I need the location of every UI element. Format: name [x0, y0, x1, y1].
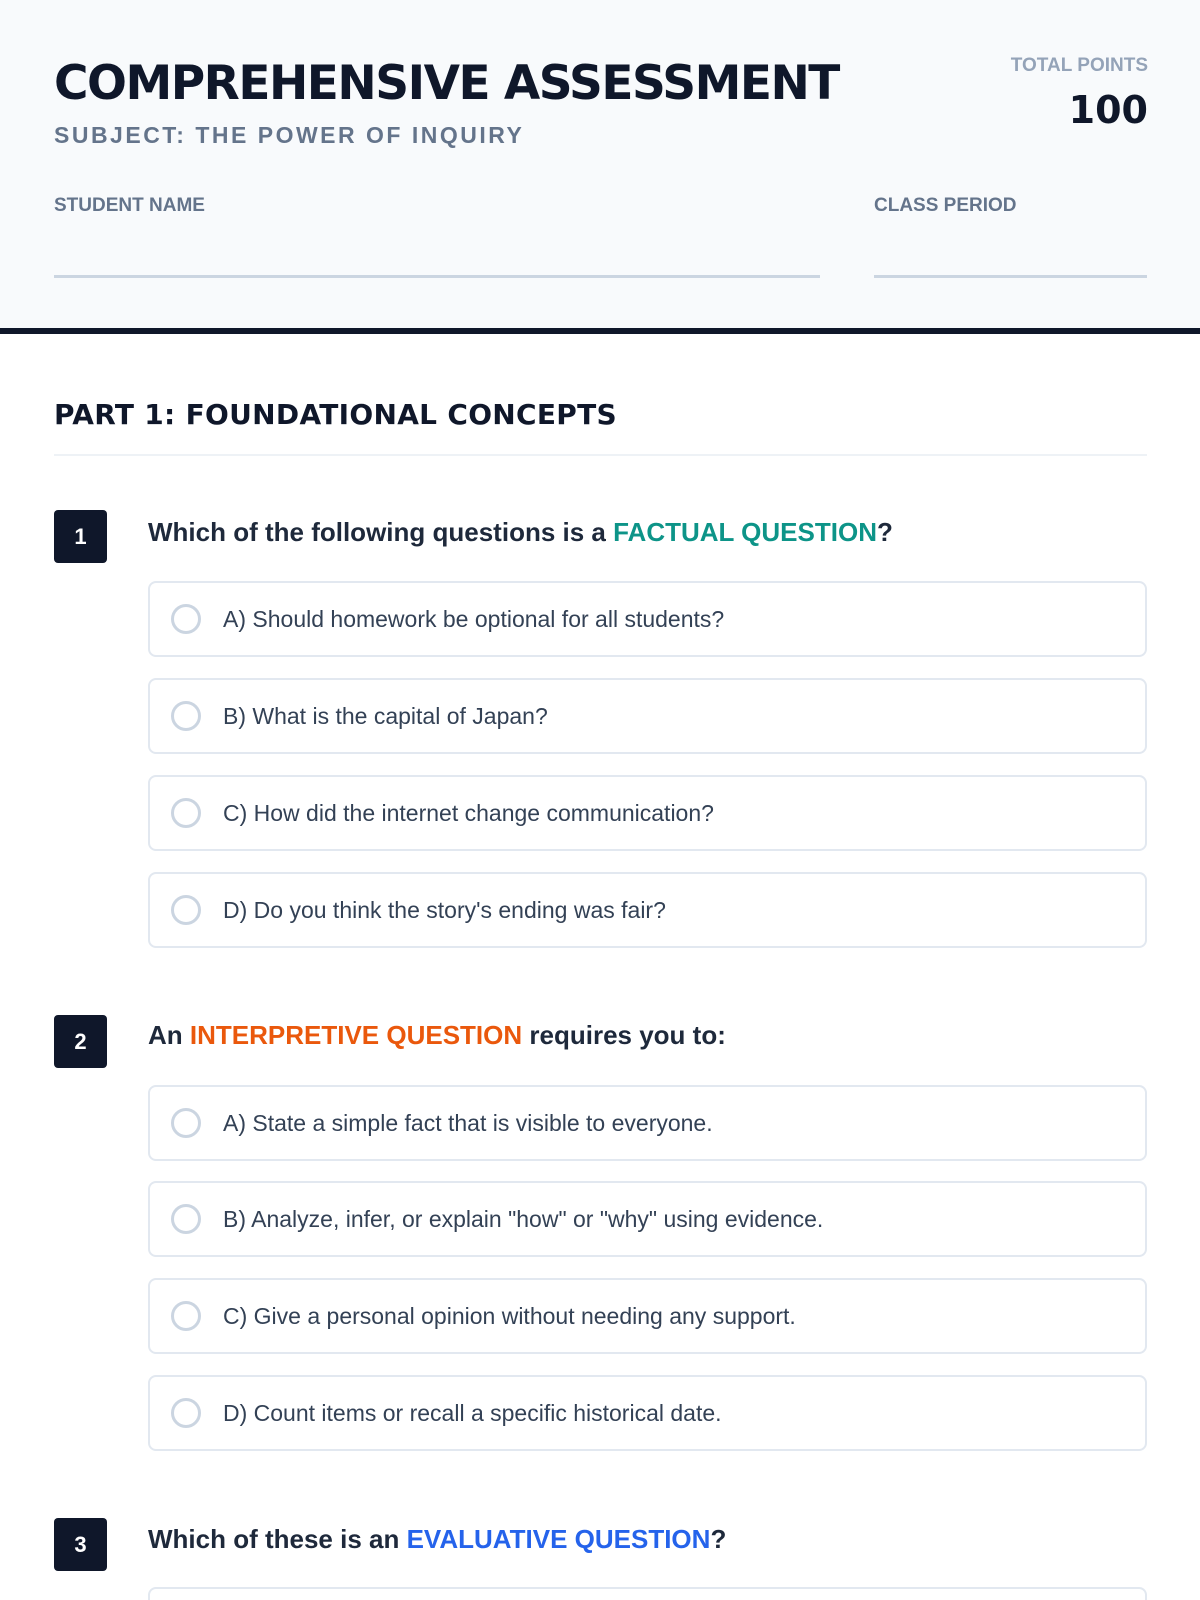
question-highlight: EVALUATIVE QUESTION: [406, 1524, 711, 1554]
question-3-option-a[interactable]: [148, 1587, 1147, 1600]
question-2-option-a[interactable]: [148, 1085, 1147, 1161]
part-1-title: PART 1: FOUNDATIONAL CONCEPTS: [54, 398, 617, 431]
option-label: A) Should homework be optional for all students?: [223, 605, 725, 632]
student-name-label: STUDENT NAME: [54, 195, 205, 216]
question-2-option-d[interactable]: [148, 1375, 1147, 1451]
class-period-label: CLASS PERIOD: [874, 195, 1017, 216]
option-label: C) Give a personal opinion without needing any support.: [223, 1302, 796, 1329]
question-3-text: [148, 1524, 726, 1555]
part-divider: [54, 454, 1147, 456]
option-label: A) State a simple fact that is visible to everyone.: [223, 1109, 713, 1136]
radio-icon[interactable]: [171, 895, 201, 925]
question-highlight: INTERPRETIVE QUESTION: [189, 1020, 523, 1050]
page-subtitle: SUBJECT: THE POWER OF INQUIRY: [54, 122, 525, 148]
question-prefix: Which of these is an: [148, 1524, 407, 1554]
radio-icon[interactable]: [171, 1398, 201, 1428]
total-points-label: TOTAL POINTS: [1010, 55, 1148, 76]
option-label: D) Do you think the story's ending was fair?: [223, 896, 666, 923]
question-suffix: requires you to:: [522, 1020, 726, 1050]
question-2-text: [148, 1020, 726, 1051]
question-3-number: 3: [54, 1518, 107, 1571]
question-1-option-b[interactable]: [148, 678, 1147, 754]
question-2-number: 2: [54, 1015, 107, 1068]
question-1-text: [148, 517, 893, 548]
option-label: D) Count items or recall a specific historical date.: [223, 1399, 722, 1426]
class-period-field[interactable]: [874, 275, 1147, 278]
radio-icon[interactable]: [171, 701, 201, 731]
radio-icon[interactable]: [171, 798, 201, 828]
radio-icon[interactable]: [171, 1204, 201, 1234]
option-label: C) How did the internet change communication?: [223, 799, 714, 826]
question-suffix: ?: [710, 1524, 727, 1554]
question-prefix: Which of the following questions is a: [148, 517, 614, 547]
question-highlight: FACTUAL QUESTION: [613, 517, 877, 547]
question-2-option-b[interactable]: [148, 1181, 1147, 1257]
student-name-field[interactable]: [54, 275, 820, 278]
total-points-value: 100: [1068, 88, 1148, 132]
question-1-option-d[interactable]: [148, 872, 1147, 948]
question-1-option-c[interactable]: [148, 775, 1147, 851]
radio-icon[interactable]: [171, 1108, 201, 1138]
question-suffix: ?: [876, 517, 893, 547]
question-1-option-a[interactable]: [148, 581, 1147, 657]
question-prefix: An: [148, 1020, 190, 1050]
assessment-header: [0, 0, 1200, 334]
radio-icon[interactable]: [171, 1301, 201, 1331]
question-1-number: 1: [54, 510, 107, 563]
radio-icon[interactable]: [171, 604, 201, 634]
option-label: B) Analyze, infer, or explain "how" or "why" using evidence.: [223, 1205, 824, 1232]
page-title: COMPREHENSIVE ASSESSMENT: [54, 56, 839, 111]
question-2-option-c[interactable]: [148, 1278, 1147, 1354]
option-label: B) What is the capital of Japan?: [223, 702, 548, 729]
